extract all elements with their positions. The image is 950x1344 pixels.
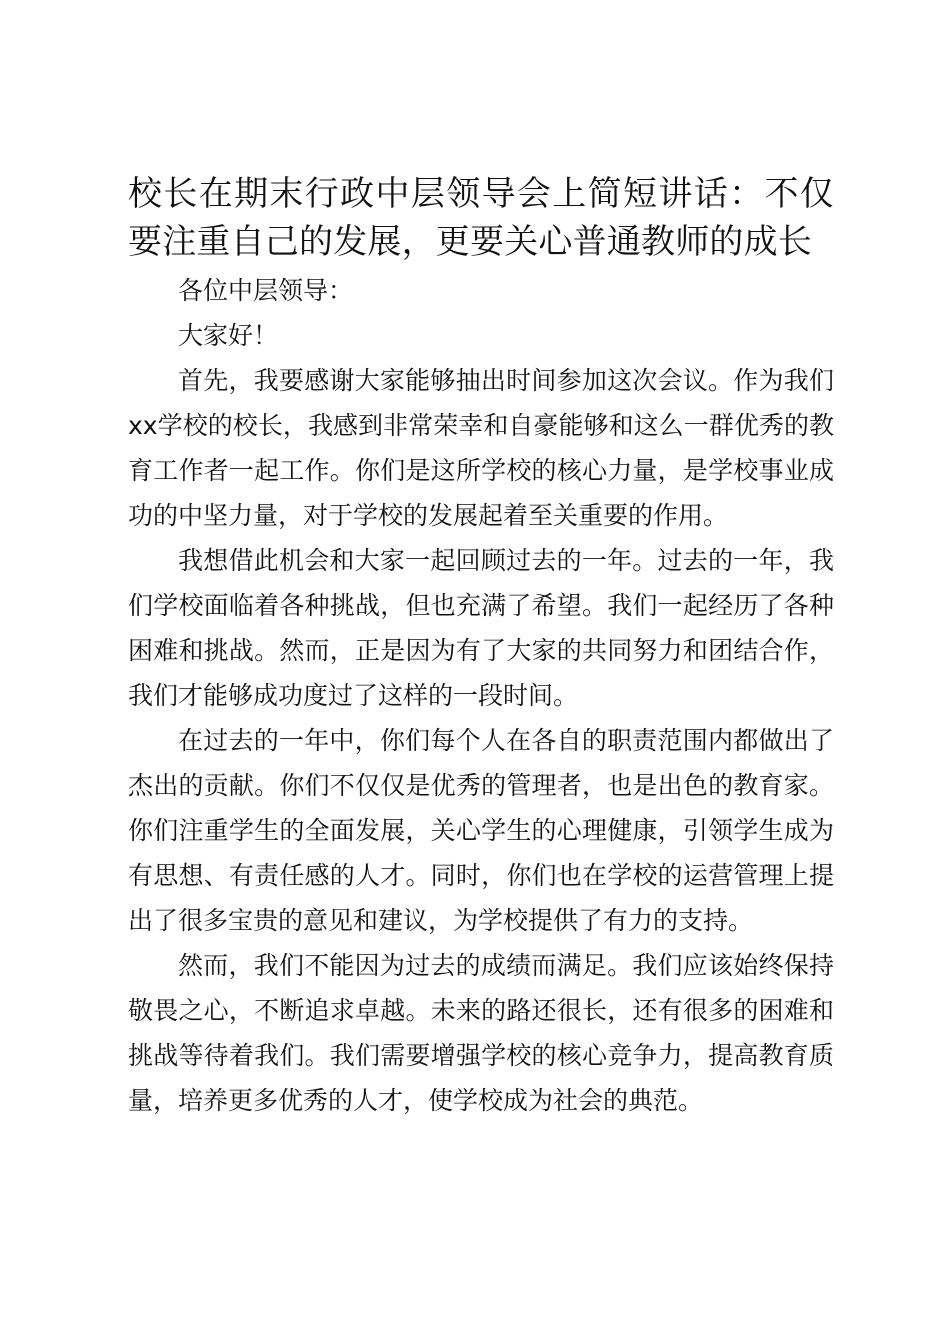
paragraph: 首先，我要感谢大家能够抽出时间参加这次会议。作为我们xx学校的校长，我感到非常荣幸和自豪能够和这么一群优秀的教育工作者一起工作。你们是这所学校的核心力量，是学校事业成功的中坚力量，对于学校的发展起着至关重要的作用。 [128, 366, 834, 530]
paragraph: 在过去的一年中，你们每个人在各自的职责范围内都做出了杰出的贡献。你们不仅仅是优秀的管理者，也是出色的教育家。你们注重学生的全面发展，关心学生的心理健康，引领学生成为有思想、有责任感的人才。同时，你们也在学校的运营管理上提出了很多宝贵的意见和建议，为学校提供了有力的支持。 [128, 726, 834, 935]
paragraph: 然而，我们不能因为过去的成绩而满足。我们应该始终保持敬畏之心，不断追求卓越。未来的路还很长，还有很多的困难和挑战等待着我们。我们需要增强学校的核心竞争力，提高教育质量，培养更多优秀的人才，使学校成为社会的典范。 [128, 951, 834, 1115]
document-body [128, 170, 834, 1123]
salutation: 各位中层领导： [178, 276, 354, 305]
document-title: 校长在期末行政中层领导会上简短讲话：不仅要注重自己的发展，更要关心普通教师的成长 [128, 174, 834, 262]
greeting: 大家好！ [178, 321, 279, 350]
paragraph: 我想借此机会和大家一起回顾过去的一年。过去的一年，我们学校面临着各种挑战，但也充满了希望。我们一起经历了各种困难和挑战。然而，正是因为有了大家的共同努力和团结合作，我们才能够成功度过了这样的一段时间。 [128, 546, 834, 710]
